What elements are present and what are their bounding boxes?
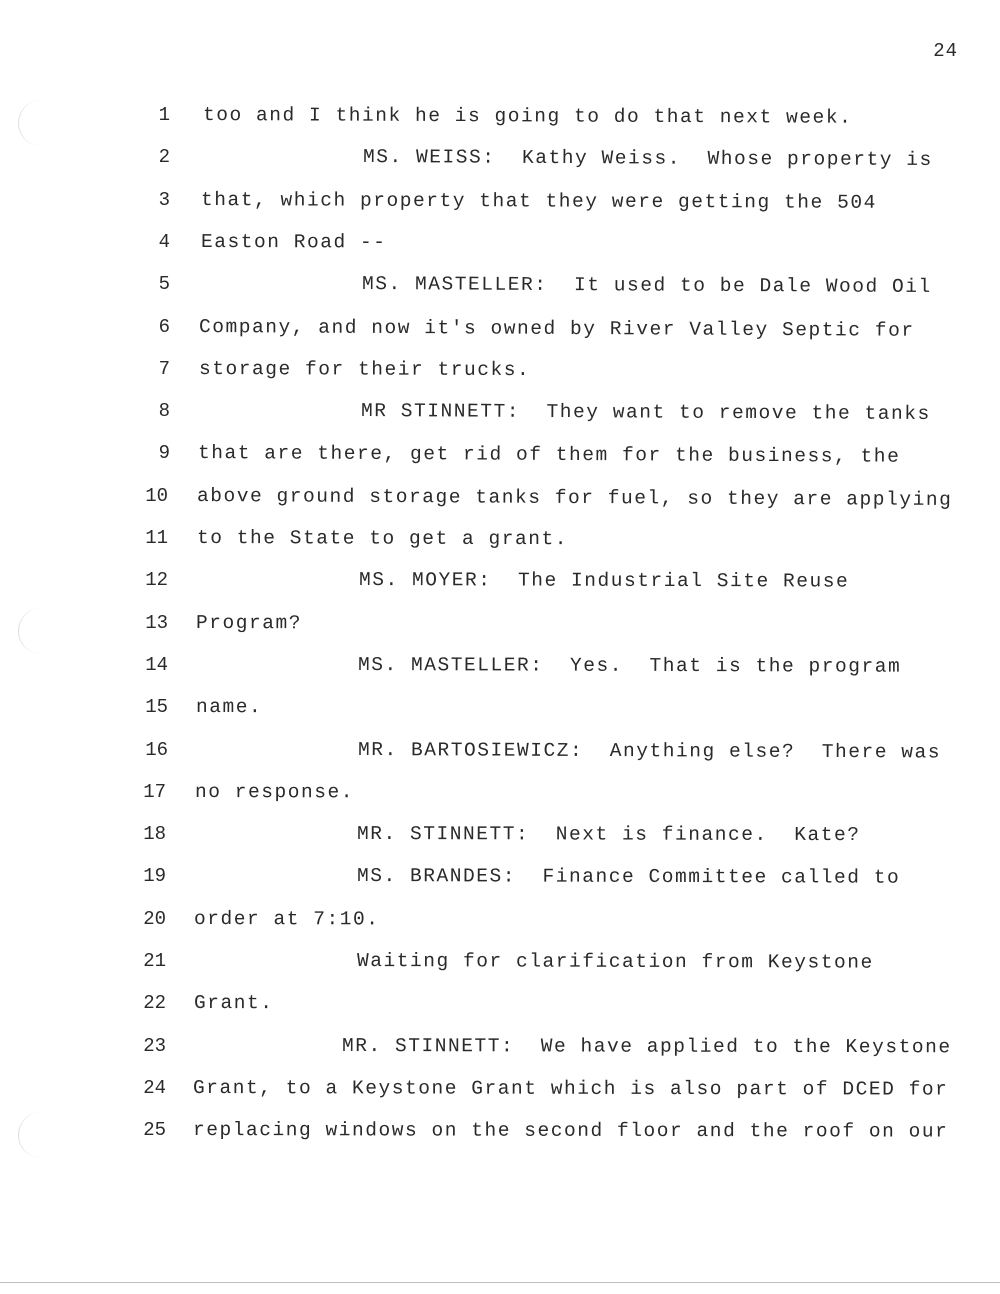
- transcript-line: [0, 654, 1000, 684]
- bottom-rule: [0, 1282, 1000, 1283]
- line-number: 5: [158, 273, 170, 296]
- transcript-line: [0, 1119, 1000, 1149]
- line-number: 21: [143, 950, 166, 972]
- transcript-line: [0, 992, 1000, 1022]
- line-text: replacing windows on the second floor and the roof on our: [192, 1119, 949, 1143]
- line-number: 11: [145, 527, 168, 549]
- transcript-line: [0, 908, 1000, 938]
- transcript-line: [0, 1035, 1000, 1065]
- line-number: 24: [143, 1076, 166, 1099]
- line-text: no response.: [194, 780, 355, 804]
- line-text: Easton Road --: [200, 230, 387, 254]
- transcript-line: [0, 950, 1000, 980]
- line-number: 20: [143, 907, 166, 930]
- line-text: Company, and now it's owned by River Valley Septic for: [198, 315, 915, 342]
- line-number: 22: [143, 992, 166, 1015]
- transcript-line: [0, 1077, 1000, 1107]
- line-text: MS. BRANDES: Finance Committee called to: [356, 865, 901, 890]
- transcript-line: [0, 781, 1000, 811]
- line-number: 10: [145, 484, 168, 507]
- line-text: MS. WEISS: Kathy Weiss. Whose property is: [362, 146, 933, 172]
- transcript-line: [0, 273, 1000, 303]
- transcript-line: [0, 696, 1000, 726]
- transcript-line: [0, 316, 1000, 346]
- line-text: MR. BARTOSIEWICZ: Anything else? There was: [357, 738, 942, 763]
- transcript-line: [0, 569, 1000, 599]
- line-number: 9: [158, 442, 170, 465]
- transcript-line: [0, 231, 1000, 261]
- line-number: 25: [143, 1119, 166, 1142]
- line-text: Grant, to a Keystone Grant which is also part of DCED for: [192, 1076, 949, 1101]
- line-number: 8: [158, 400, 170, 423]
- line-text: Program?: [195, 611, 303, 634]
- line-number: 16: [145, 738, 168, 761]
- line-number: 7: [158, 357, 170, 380]
- line-number: 17: [143, 780, 166, 803]
- line-text: Grant.: [193, 992, 274, 1015]
- line-number: 12: [145, 569, 168, 592]
- line-number: 18: [143, 823, 166, 846]
- line-number: 15: [145, 696, 168, 719]
- line-text: MS. MASTELLER: Yes. That is the program: [357, 653, 902, 678]
- transcript-line: [0, 400, 1000, 430]
- line-text: MS. MOYER: The Industrial Site Reuse: [358, 569, 850, 593]
- line-text: too and I think he is going to do that next week.: [202, 104, 853, 129]
- transcript-line: [0, 189, 1000, 219]
- transcript-line: [0, 146, 1000, 176]
- transcript-line: [0, 865, 1000, 895]
- line-text: MR. STINNETT: We have applied to the Keystone: [341, 1034, 952, 1058]
- line-text: MS. MASTELLER: It used to be Dale Wood Oil: [361, 273, 932, 299]
- line-number: 4: [158, 230, 170, 253]
- line-text: name.: [195, 696, 263, 719]
- line-number: 3: [158, 188, 170, 211]
- line-text: above ground storage tanks for fuel, so they are applying: [196, 484, 953, 511]
- transcript-line: [0, 739, 1000, 769]
- line-text: to the State to get a grant.: [196, 527, 569, 551]
- line-text: order at 7:10.: [193, 907, 380, 931]
- line-number: 1: [158, 104, 170, 126]
- line-number: 14: [145, 653, 168, 676]
- line-text: MR. STINNETT: Next is finance. Kate?: [356, 823, 861, 847]
- line-text: storage for their trucks.: [198, 357, 531, 381]
- line-text: that, which property that they were getting the 504: [200, 188, 877, 214]
- line-number: 19: [143, 865, 166, 888]
- line-text: that are there, get rid of them for the business, the: [197, 442, 901, 469]
- line-text: Waiting for clarification from Keystone: [356, 950, 874, 974]
- page-number: 24: [933, 40, 958, 62]
- line-number: 2: [158, 146, 170, 169]
- transcript-line: [0, 442, 1000, 472]
- transcript-line: [0, 104, 1000, 134]
- transcript-line: [0, 612, 1000, 642]
- line-text: MR STINNETT: They want to remove the tanks: [360, 400, 931, 426]
- transcript-line: [0, 823, 1000, 853]
- line-number: 23: [143, 1034, 166, 1057]
- transcript-line: [0, 485, 1000, 515]
- line-number: 6: [158, 315, 170, 338]
- transcript-line: [0, 358, 1000, 388]
- line-number: 13: [145, 611, 168, 634]
- transcript-line: [0, 527, 1000, 557]
